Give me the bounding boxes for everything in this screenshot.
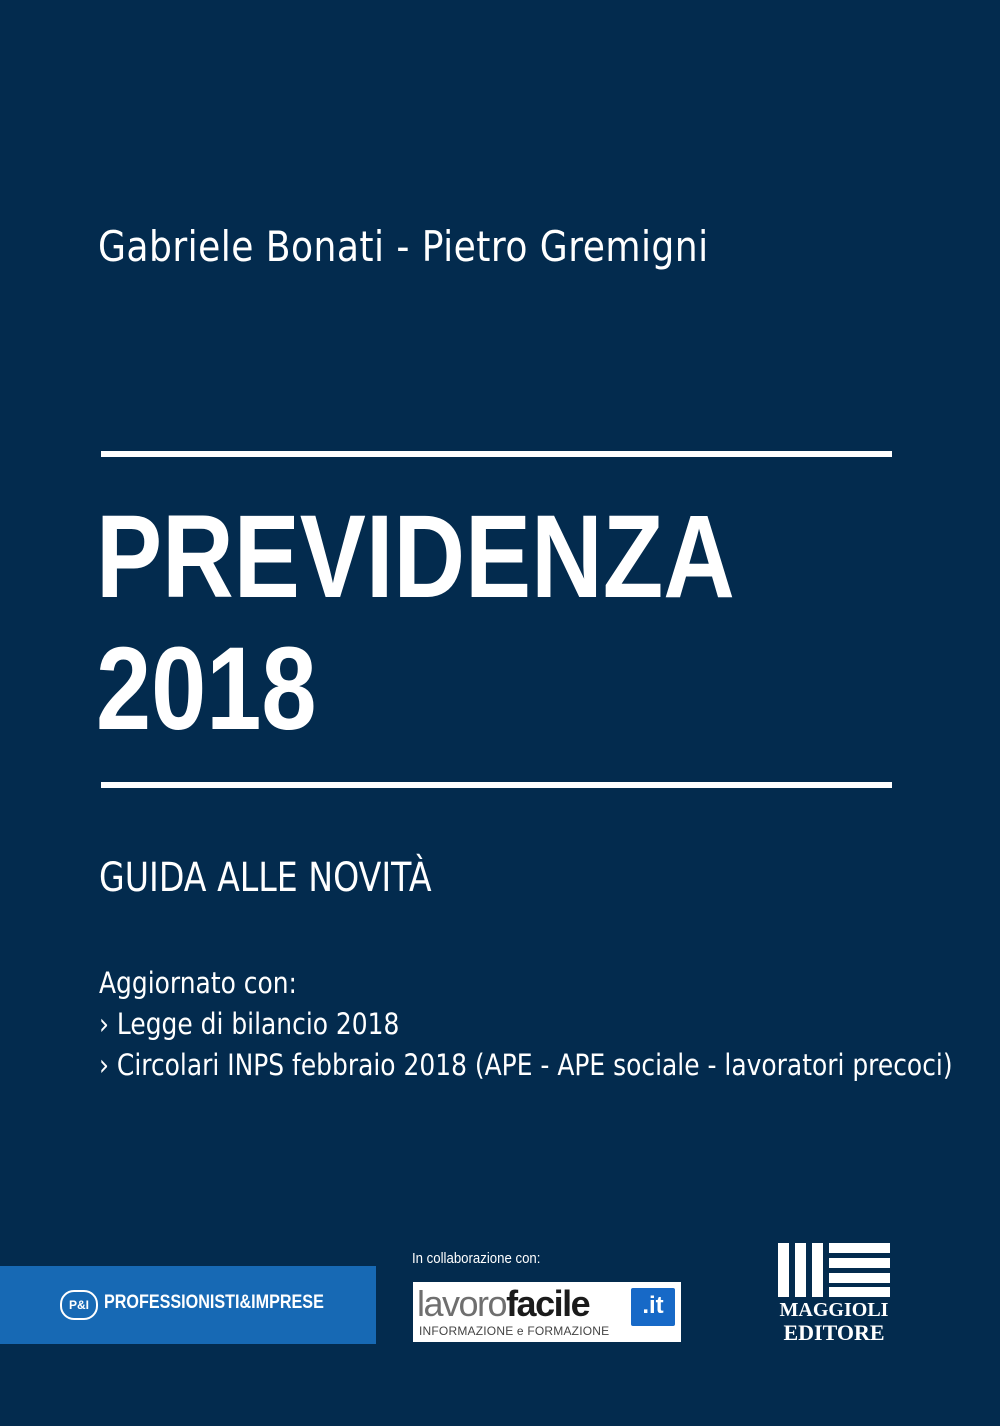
updates-item: › Legge di bilancio 2018 (99, 1007, 400, 1041)
series-band (0, 1266, 376, 1344)
lavorofacile-it-badge: .it (631, 1288, 675, 1326)
authors: Gabriele Bonati - Pietro Gremigni (98, 222, 709, 271)
lavorofacile-tagline: INFORMAZIONE e FORMAZIONE (419, 1324, 610, 1338)
updates-block (99, 963, 953, 1086)
lavorofacile-wordmark (417, 1284, 589, 1324)
maggioli-logo (776, 1243, 892, 1347)
title-rule-top (101, 451, 892, 457)
series-badge-icon: P&I (60, 1290, 98, 1320)
maggioli-m-logo-icon (776, 1243, 892, 1299)
series-label: PROFESSIONISTI&IMPRESE (104, 1292, 324, 1313)
collaboration-label: In collaborazione con: (412, 1250, 541, 1267)
updates-item: › Circolari INPS febbraio 2018 (APE - APE sociale - lavoratori precoci) (99, 1048, 953, 1082)
updates-heading: Aggiornato con: (99, 966, 297, 1000)
maggioli-editore: EDITORE (783, 1320, 885, 1345)
lavorofacile-word-bold: facile (506, 1283, 590, 1324)
maggioli-name: MAGGIOLI (779, 1299, 889, 1321)
title-rule-bottom (101, 782, 892, 788)
subtitle: GUIDA ALLE NOVITÀ (99, 855, 432, 901)
title-year: 2018 (96, 623, 317, 755)
lavorofacile-logo (413, 1282, 681, 1342)
title-main: PREVIDENZA (96, 491, 735, 623)
lavorofacile-word-light: lavoro (417, 1283, 507, 1324)
